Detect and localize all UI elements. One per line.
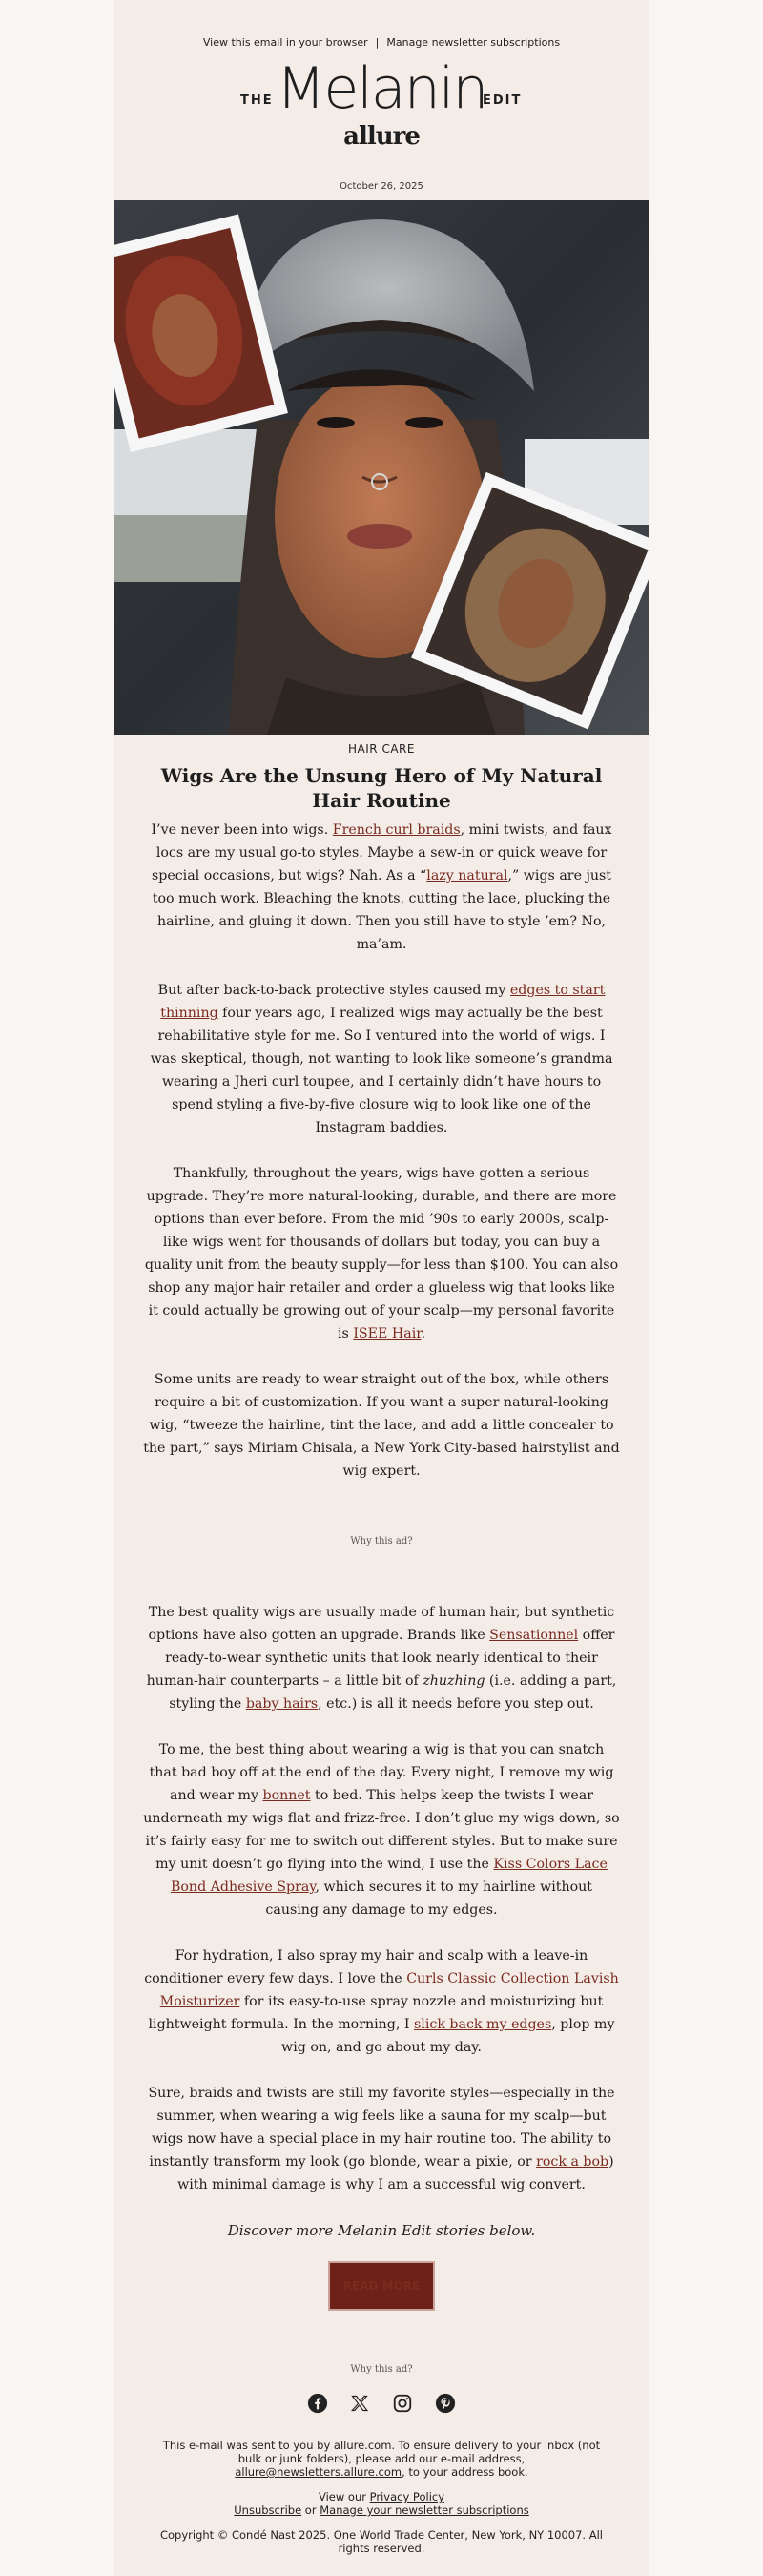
- edges-thinning-link[interactable]: edges to start thinning: [160, 983, 606, 1021]
- manage-subscriptions-footer-link[interactable]: Manage your newsletter subscriptions: [320, 2503, 529, 2517]
- copyright: Copyright © Condé Nast 2025. One World Trade Center, New York, NY 10007. All rights reserved.: [159, 2528, 603, 2555]
- text: (i.e. adding a part, styling the: [169, 1673, 617, 1712]
- text: to bed. This helps keep the twists I wear underneath my wigs flat and frizz-free. I don’t glue my wigs down, so it’s fairly easy for me to switch out different styles. But to make sure my unit doesn’t go flying into the wind, I use the: [143, 1788, 620, 1872]
- baby-hairs-link[interactable]: baby hairs: [245, 1696, 319, 1712]
- issue-date: October 26, 2025: [340, 181, 423, 192]
- french-curl-braids-link[interactable]: French curl braids: [332, 822, 461, 838]
- text: This e-mail was sent to you by allure.com. To ensure delivery to your inbox (not bulk or junk folders), please add our e-mail address,: [162, 2439, 601, 2465]
- paragraph-5: [143, 1601, 620, 1715]
- text: View our: [318, 2490, 370, 2503]
- sensationnel-link[interactable]: Sensationnel: [489, 1628, 579, 1643]
- text: Thankfully, throughout the years, wigs have gotten a serious upgrade. They’re more natural-looking, durable, and there are more options than ever before. From the mid ’90s to early 2000s, scalp-like wigs went for thousands of dollars but today, you can buy a quality unit from the beauty supply—for less than $100. You can also shop any major hair retailer and order a glueless wig that looks like it could actually be growing out of your scalp—my personal favorite is: [144, 1166, 619, 1341]
- text: For hydration, I also spray my hair and scalp with a leave-in conditioner every few days. I love the: [144, 1948, 588, 1986]
- allure-logo: allure: [343, 122, 420, 151]
- paragraph-1: [143, 819, 620, 956]
- logo-melanin: Melanin: [276, 55, 487, 122]
- text: The best quality wigs are usually made of human hair, but synthetic options have also gotten an upgrade. Brands like: [148, 1605, 615, 1643]
- separator: |: [375, 36, 380, 49]
- newsletter-email-link[interactable]: allure@newsletters.allure.com: [235, 2465, 402, 2479]
- curls-moisturizer-link[interactable]: Curls Classic Collection Lavish Moisturizer: [159, 1971, 619, 2009]
- slick-back-edges-link[interactable]: slick back my edges: [414, 2017, 552, 2032]
- rock-a-bob-link[interactable]: rock a bob: [536, 2154, 609, 2170]
- text: , plop my wig on, and go about my day.: [281, 2017, 615, 2055]
- text: I’ve never been into wigs.: [151, 822, 333, 838]
- paragraph-8: [143, 2082, 620, 2196]
- discover-more-text: Discover more Melanin Edit stories below.: [227, 2222, 536, 2239]
- footer: [153, 2439, 610, 2566]
- text: offer ready-to-wear synthetic units that look nearly identical to their human-hair counterparts – a little bit of: [146, 1628, 615, 1689]
- article-kicker: HAIR CARE: [348, 742, 415, 756]
- paragraph-6: [143, 1738, 620, 1922]
- article-body: [143, 819, 620, 2429]
- unsubscribe-link[interactable]: Unsubscribe: [234, 2503, 302, 2517]
- logo-edit: EDIT: [483, 93, 523, 108]
- kiss-colors-spray-link[interactable]: Kiss Colors Lace Bond Adhesive Spray: [170, 1857, 608, 1895]
- pinterest-icon[interactable]: [435, 2393, 456, 2418]
- footer-links: [153, 2490, 610, 2517]
- text: .: [421, 1326, 425, 1341]
- logo-the: THE: [240, 93, 274, 108]
- email-column: [114, 0, 649, 2576]
- text: for its easy-to-use spray nozzle and moisturizing but lightweight formula. In the morning, I: [148, 1994, 604, 2032]
- read-more-button[interactable]: READ MORE: [328, 2261, 435, 2311]
- article-headline[interactable]: Wigs Are the Unsung Hero of My Natural Hair Routine: [160, 764, 603, 812]
- text: or: [301, 2503, 320, 2517]
- hero-image[interactable]: [114, 200, 649, 735]
- preheader-links: [114, 36, 649, 49]
- view-in-browser-link[interactable]: View this email in your browser: [202, 36, 368, 49]
- facebook-icon[interactable]: [307, 2393, 328, 2418]
- text: ) with minimal damage is why I am a successful wig convert.: [177, 2154, 614, 2192]
- text: ,” wigs are just too much work. Bleaching the knots, cutting the lace, plucking the hairline, and gluing it down. Then you still have to style ’em? No, ma’am.: [152, 868, 612, 952]
- text: , etc.) is all it needs before you step out.: [318, 1696, 594, 1712]
- text: To me, the best thing about wearing a wig is that you can snatch that bad boy off at the end of the day. Every night, I remove my wig and wear my: [149, 1742, 614, 1803]
- text: four years ago, I realized wigs may actually be the best rehabilitative style for me. So I ventured into the world of wigs. I was skeptical, though, not wanting to look like someone’s grandma wearing a Jheri curl toupee, and I certainly didn’t have hours to spend styling a five-by-five closure wig to look like one of the Instagram baddies.: [150, 1006, 613, 1135]
- footer-delivery-note: [153, 2439, 610, 2479]
- bonnet-link[interactable]: bonnet: [262, 1788, 311, 1803]
- emphasis: zhuzhing: [423, 1673, 485, 1689]
- text: Sure, braids and twists are still my favorite styles—especially in the summer, when wearing a wig feels like a sauna for my scalp—but wigs now have a special place in my hair routine too. The ability to instantly transform my look (go blonde, wear a pixie, or: [148, 2086, 615, 2170]
- isee-hair-link[interactable]: ISEE Hair: [353, 1326, 422, 1341]
- text: But after back-to-back protective styles caused my: [157, 983, 510, 998]
- x-icon[interactable]: [350, 2394, 369, 2417]
- privacy-policy-link[interactable]: Privacy Policy: [369, 2490, 445, 2503]
- lazy-natural-link[interactable]: lazy natural: [426, 868, 508, 883]
- text: , mini twists, and faux locs are my usual go-to styles. Maybe a sew-in or quick weave for special occasions, but wigs? Nah. As a “: [151, 822, 612, 883]
- melanin-edit-logo: [114, 55, 649, 122]
- read-more-wrapper: [143, 2261, 620, 2311]
- paragraph-2: [143, 979, 620, 1139]
- hero-illustration: [114, 200, 649, 735]
- text: , to your address book.: [402, 2465, 528, 2479]
- social-links: [114, 2393, 649, 2418]
- manage-subscriptions-link[interactable]: Manage newsletter subscriptions: [386, 36, 561, 49]
- why-this-ad-link[interactable]: Why this ad?: [350, 1536, 413, 1547]
- paragraph-7: [143, 1944, 620, 2059]
- paragraph-3: [143, 1162, 620, 1345]
- why-this-ad-link[interactable]: Why this ad?: [350, 2364, 413, 2375]
- instagram-icon[interactable]: [392, 2393, 413, 2418]
- paragraph-4: Some units are ready to wear straight out of the box, while others require a bit of customization. If you want a super natural-looking wig, “tweeze the hairline, tint the lace, and add a little concealer to the part,” says Miriam Chisala, a New York City-based hairstylist and wig expert.: [143, 1372, 620, 1479]
- text: , which secures it to my hairline without causing any damage to my edges.: [265, 1880, 593, 1918]
